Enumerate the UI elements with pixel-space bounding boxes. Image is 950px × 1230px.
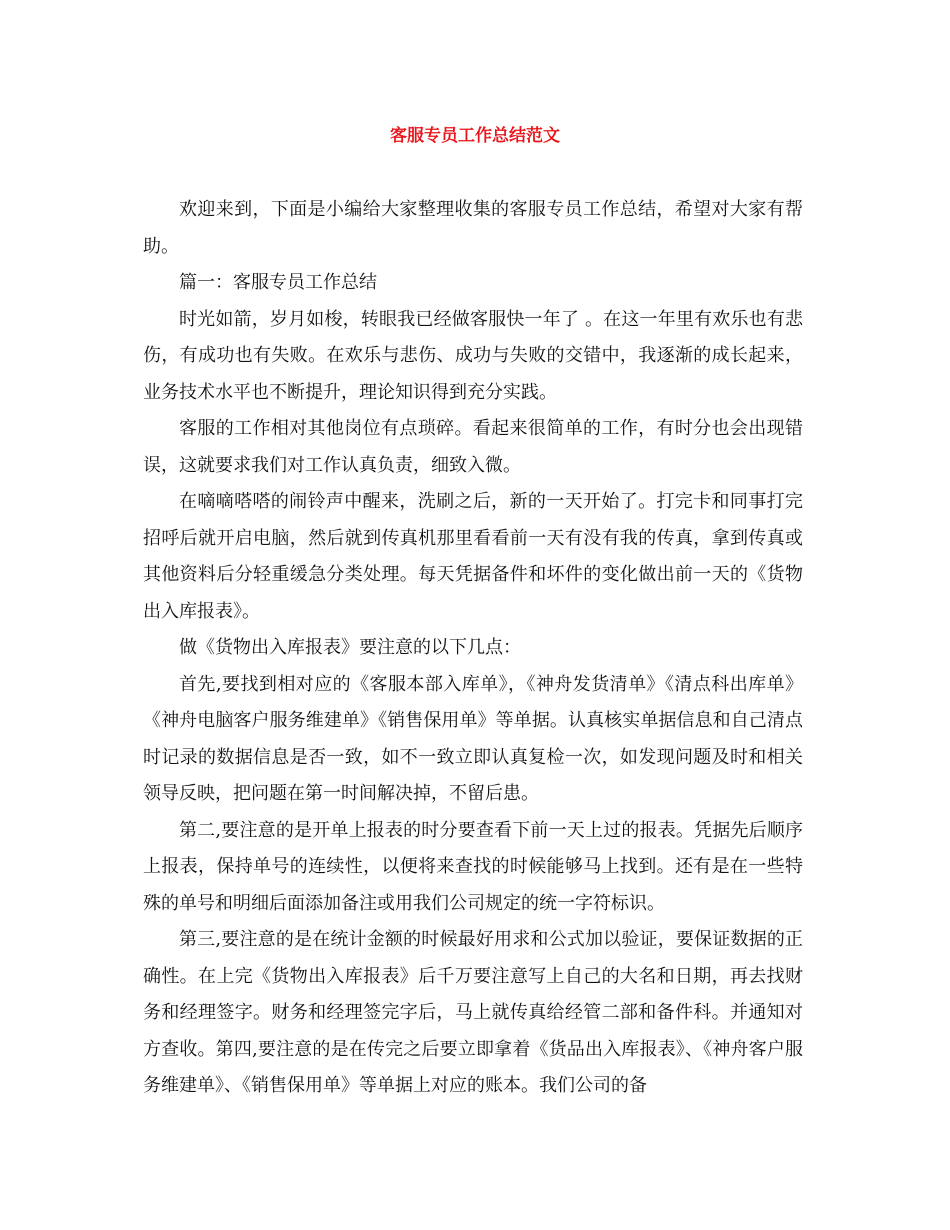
document-body xyxy=(143,192,803,1105)
document-title: 客服专员工作总结范文 xyxy=(390,126,560,146)
paragraph: 客服的工作相对其他岗位有点琐碎。看起来很简单的工作，有时分也会出现错误，这就要求我们对工作认真负责，细致入微。 xyxy=(143,418,803,476)
section-heading: 篇一：客服专员工作总结 xyxy=(179,272,377,293)
paragraph: 在嘀嘀嗒嗒的闹铃声中醒来，洗刷之后，新的一天开始了。打完卡和同事打完招呼后就开启电脑，然后就到传真机那里看看前一天有没有我的传真，拿到传真或其他资料后分轻重缓急分类处理。每天凭据备件和坏件的变化做出前一天的《货物出入库报表》。 xyxy=(143,491,803,622)
paragraph: 做《货物出入库报表》要注意的以下几点： xyxy=(179,637,521,658)
paragraph: 时光如箭，岁月如梭，转眼我已经做客服快一年了 。在这一年里有欢乐也有悲伤，有成功也有失败。在欢乐与悲伤、成功与失败的交错中，我逐渐的成长起来，业务技术水平也不断提升，理论知识得到充分实践。 xyxy=(143,308,803,403)
paragraph: 第三,要注意的是在统计金额的时候最好用求和公式加以验证，要保证数据的正确性。在上完《货物出入库报表》后千万要注意写上自己的大名和日期，再去找财务和经理签字。财务和经理签完字后，马上就传真给经管二部和备件科。并通知对方查收。第四,要注意的是在传完之后要立即拿着《货品出入库报表》、《神舟客户服务维建单》、《销售保用单》等单据上对应的账本。我们公司的备 xyxy=(143,929,803,1096)
paragraph: 第二,要注意的是开单上报表的时分要查看下前一天上过的报表。凭据先后顺序上报表，保持单号的连续性，以便将来查找的时候能够马上找到。还有是在一些特殊的单号和明细后面添加备注或用我们公司规定的统一字符标识。 xyxy=(143,819,803,914)
paragraph-intro: 欢迎来到，下面是小编给大家整理收集的客服专员工作总结，希望对大家有帮助。 xyxy=(143,199,803,257)
paragraph: 首先,要找到相对应的《客服本部入库单》，《神舟发货清单》《清点科出库单》《神舟电脑客户服务维建单》《销售保用单》等单据。认真核实单据信息和自己清点时记录的数据信息是否一致，如不一致立即认真复检一次，如发现问题及时和相关领导反映，把问题在第一时间解决掉，不留后患。 xyxy=(143,673,803,804)
